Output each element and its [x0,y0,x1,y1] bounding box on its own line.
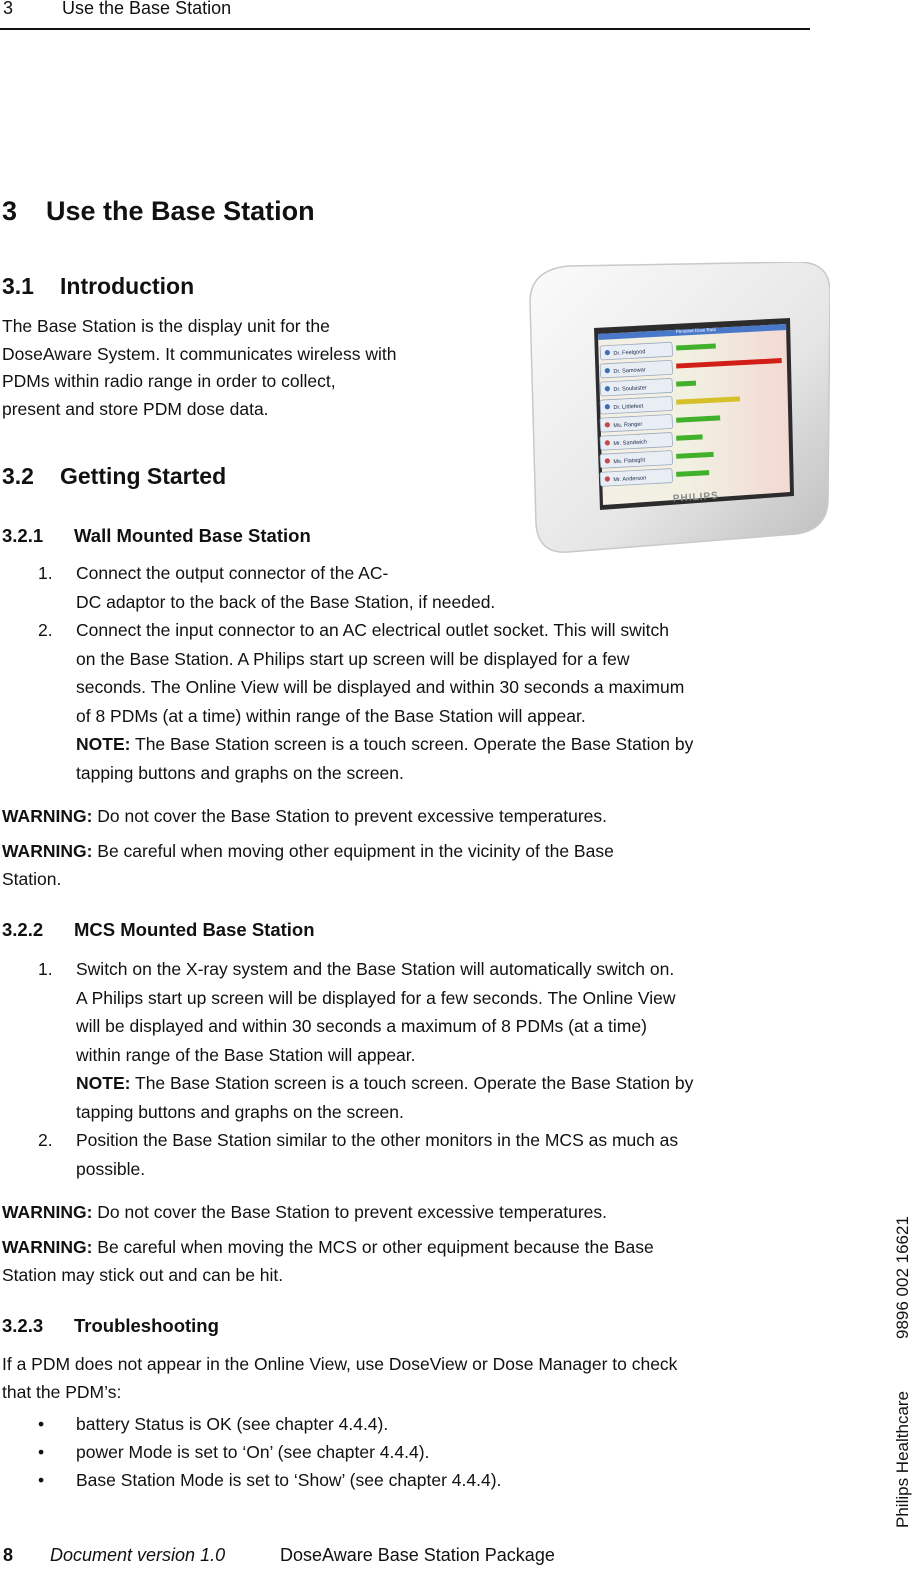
warning [2,1199,802,1227]
list-line: Connect the output connector of the AC- [76,563,389,583]
page-number: 8 [3,1545,14,1565]
bullet-text: Base Station Mode is set to ‘Show’ (see chapter 4.4.4). [76,1470,502,1490]
getting-started-heading [2,463,226,490]
intro-number: 3.1 [2,273,34,299]
paragraph-line: that the PDM’s: [2,1381,122,1402]
troubleshooting-paragraph [2,1351,807,1406]
chapter-title: Use the Base Station [46,196,315,226]
list-line: Switch on the X-ray system and the Base Station will automatically switch on. [76,959,675,979]
philips-logo: PHILIPS [672,490,720,505]
bullet-glyph: • [38,1414,45,1434]
list-item [38,1126,808,1183]
warning-text: Be careful when moving the MCS or other equipment because the Base [97,1237,654,1257]
header-rule [0,28,810,30]
side-margin-text [893,1216,913,1528]
troubleshooting-number: 3.2.3 [2,1315,44,1336]
mcs-mounted-steps [38,955,808,1183]
warning [2,1234,802,1289]
person-name: Dr. Samowar [613,367,646,375]
mcs-mounted-title: MCS Mounted Base Station [74,919,315,940]
list-number: 1. [38,959,53,979]
company-name: Philips Healthcare [893,1390,912,1528]
list-line: within range of the Base Station will appear. [76,1044,416,1065]
header-title: Use the Base Station [62,0,232,18]
bullet-glyph: • [38,1470,45,1490]
note-label: NOTE: [76,1073,131,1093]
getting-started-number: 3.2 [2,463,34,489]
wall-mounted-steps [38,559,808,787]
troubleshooting-title: Troubleshooting [74,1315,219,1336]
note-text: tapping buttons and graphs on the screen. [76,762,404,783]
warning-label: WARNING: [2,841,93,861]
troubleshooting-heading [2,1315,219,1337]
list-line: Connect the input connector to an AC electrical outlet socket. This will switch [76,620,670,640]
person-name: Dr. Littlefeet [613,403,644,412]
list-number: 2. [38,620,53,640]
note [76,730,808,759]
chapter-heading [2,196,315,227]
warning-text: Station may stick out and can be hit. [2,1264,284,1285]
intro-paragraph [2,313,502,423]
screen-title: Personal Dose Rate [675,326,717,335]
person-name: Ms. Ranger [613,421,643,430]
base-station-illustration [528,262,830,554]
note-text: The Base Station screen is a touch screen. Operate the Base Station by [135,1073,694,1093]
bullet-text: power Mode is set to ‘On’ (see chapter 4.4.4). [76,1442,430,1462]
person-name: Ms. Flatsight [613,457,646,466]
intro-line: PDMs within radio range in order to collect, [2,371,336,391]
bullet-item [38,1438,798,1466]
intro-line: The Base Station is the display unit for the [2,316,330,336]
note-text: tapping buttons and graphs on the screen. [76,1101,404,1122]
person-name: Mr. Anderson [613,475,647,484]
warning-label: WARNING: [2,806,93,826]
warning-text: Be careful when moving other equipment in the vicinity of the Base [97,841,614,861]
page-footer [3,1545,555,1566]
bullet-glyph: • [38,1442,45,1462]
list-line: on the Base Station. A Philips start up screen will be displayed for a few [76,648,630,669]
intro-title: Introduction [60,273,195,299]
list-line: DC adaptor to the back of the Base Station, if needed. [76,591,496,612]
note [76,1069,808,1098]
list-number: 2. [38,1130,53,1150]
document-version: Document version 1.0 [50,1545,226,1565]
mcs-mounted-number: 3.2.2 [2,919,44,940]
list-number: 1. [38,563,53,583]
note-label: NOTE: [76,734,131,754]
list-line: will be displayed and within 30 seconds a maximum of 8 PDMs (at a time) [76,1016,647,1036]
bullet-item [38,1410,798,1438]
warning-label: WARNING: [2,1202,93,1222]
warning-label: WARNING: [2,1237,93,1257]
list-line: of 8 PDMs (at a time) within range of the Base Station will appear. [76,705,586,726]
paragraph-line: If a PDM does not appear in the Online View, use DoseView or Dose Manager to check [2,1354,678,1374]
header-chapter-number: 3 [3,0,14,18]
intro-line: DoseAware System. It communicates wireless with [2,343,397,364]
wall-mounted-title: Wall Mounted Base Station [74,525,311,546]
mcs-mounted-heading [2,919,315,941]
list-line: possible. [76,1158,146,1179]
wall-mounted-number: 3.2.1 [2,525,44,546]
warning-text: Do not cover the Base Station to prevent excessive temperatures. [97,806,607,826]
product-name: DoseAware Base Station Package [280,1545,555,1565]
warning-text: Do not cover the Base Station to prevent excessive temperatures. [97,1202,607,1222]
list-item [38,616,808,787]
list-line: seconds. The Online View will be displayed and within 30 seconds a maximum [76,677,685,697]
bullet-text: battery Status is OK (see chapter 4.4.4). [76,1414,389,1434]
intro-line: present and store PDM dose data. [2,398,269,419]
troubleshooting-bullets [38,1410,798,1494]
getting-started-title: Getting Started [60,463,227,489]
warning-text: Station. [2,868,62,889]
list-line: A Philips start up screen will be displayed for a few seconds. The Online View [76,987,676,1008]
note-text: The Base Station screen is a touch screen. Operate the Base Station by [135,734,694,754]
list-line: Position the Base Station similar to the other monitors in the MCS as much as [76,1130,679,1150]
person-name: Dr. Soulsister [613,385,647,394]
wall-mounted-heading [2,525,311,547]
chapter-number: 3 [2,196,18,226]
person-name: Mr. Sandwich [613,439,648,448]
document-code: 9896 002 16621 [893,1216,912,1339]
list-item [38,955,808,1126]
person-name: Dr. Feelgood [613,349,646,357]
dose-bar [676,381,696,387]
list-item [38,559,808,616]
intro-heading [2,273,194,300]
bullet-item [38,1466,798,1494]
warning [2,838,802,893]
warning [2,803,802,831]
